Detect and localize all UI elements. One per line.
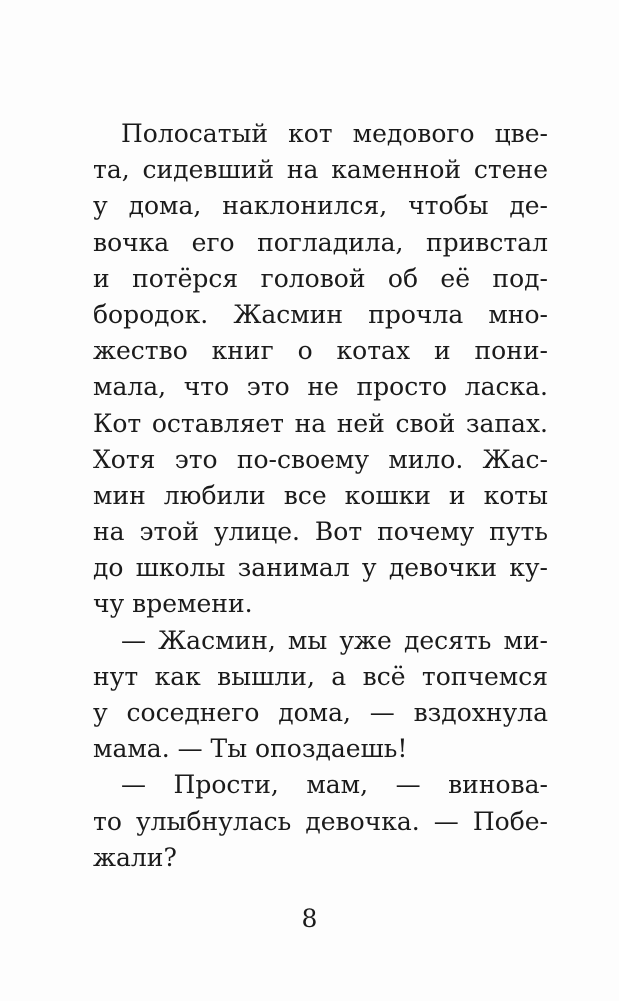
text-line: та, сидевший на каменной стене (93, 155, 548, 185)
text-line: — Прости, мам, — винова- (121, 770, 548, 800)
text-line: Полосатый кот медового цве- (121, 119, 548, 148)
text-line: чу времени. (93, 589, 253, 619)
text-line: мин любили все кошки и коты (93, 480, 548, 510)
text-line: Хотя это по-своему мило. Жас- (93, 444, 548, 474)
text-line: то улыбнулась девочка. — Побе- (93, 806, 548, 836)
text-line: Кот оставляет на ней свой запах. (93, 408, 548, 438)
text-line: на этой улице. Вот почему путь (93, 517, 548, 547)
text-line: нут как вышли, а всё топчемся (93, 661, 548, 691)
text-line: мама. — Ты опоздаешь! (93, 734, 408, 764)
text-line: мала, что это не просто ласка. (93, 372, 548, 402)
text-line: вочка его погладила, привстал (93, 227, 548, 257)
text-line: — Жасмин, мы уже десять ми- (121, 625, 548, 655)
body-text (93, 116, 548, 876)
text-line: жество книг о котах и пони- (93, 336, 548, 366)
text-line: у соседнего дома, — вздохнула (93, 698, 548, 727)
page-number: 8 (301, 904, 318, 933)
text-line: и потёрся головой об её под- (93, 263, 548, 293)
text-line: до школы занимал у девочки ку- (93, 553, 548, 583)
text-line: жали? (93, 842, 177, 872)
text-line: у дома, наклонился, чтобы де- (93, 191, 548, 221)
text-line: бородок. Жасмин прочла мно- (93, 299, 548, 329)
